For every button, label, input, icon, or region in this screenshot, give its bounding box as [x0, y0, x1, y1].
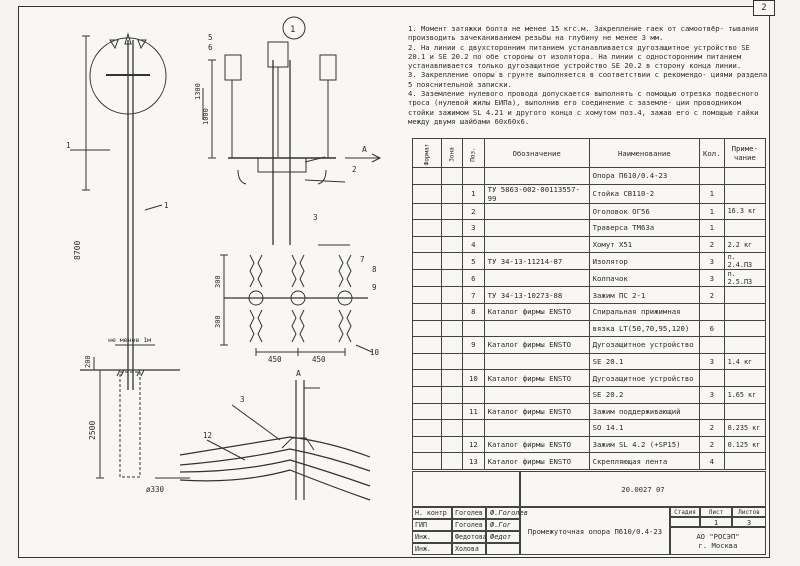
- row-designation: [484, 270, 589, 287]
- row-name: Траверса ТМ63а: [589, 220, 699, 237]
- note-item: 3. Закрепление опоры в грунте выполняется в соответствии с рекомендо- циями раздела 5 пояснительной записки.: [408, 70, 768, 89]
- table-row: [413, 337, 766, 354]
- row-note: 0.125 кг: [724, 436, 765, 453]
- row-note: [724, 287, 765, 304]
- ground-text-label: не менее 1м: [108, 336, 152, 344]
- row-name: Стойка СВ110-2: [589, 184, 699, 203]
- row-qty: 1: [700, 203, 725, 220]
- col-designation: Обозначение: [484, 139, 589, 168]
- section-a-top-label: А: [362, 145, 367, 154]
- position-label-5: 5: [208, 33, 213, 42]
- row-qty: [700, 337, 725, 354]
- row-designation: Каталог фирмы ENSTO: [484, 370, 589, 387]
- table-row: [413, 203, 766, 220]
- position-label-10: 10: [370, 348, 380, 357]
- row-designation: Каталог фирмы ENSTO: [484, 403, 589, 420]
- note-item: 2. На линии с двухсторонним питанием устанавливается дугозащитное устройство SE 20.1 и SE 20.2 по обе стороны от изолятора. На линии с односторонним питанием устанавливается только дугозащитное устройство SE 20.2 в сторону конца линии.: [408, 42, 750, 71]
- table-row: [413, 436, 766, 453]
- row-name: Хомут Х51: [589, 236, 699, 253]
- row-qty: [700, 370, 725, 387]
- position-label-6: 6: [208, 43, 213, 52]
- dim-450-a-label: 450: [268, 355, 282, 364]
- col-qty: Кол.: [700, 139, 725, 168]
- spec-title: Опора П610/0.4-23: [589, 168, 699, 185]
- dim-300-a-label: 300: [214, 275, 222, 288]
- top-height-label: 1300: [194, 83, 202, 100]
- spec-header-row: [413, 139, 766, 168]
- row-pos: 10: [463, 370, 484, 387]
- row-note: [724, 453, 765, 470]
- row-name: Скрепляющая лента: [589, 453, 699, 470]
- row-note: 2.2 кг: [724, 236, 765, 253]
- row-name: Зажим поддерживающий: [589, 403, 699, 420]
- row-note: [724, 220, 765, 237]
- row-name-cont: SO 14.1: [589, 420, 699, 437]
- row-pos: 11: [463, 403, 484, 420]
- row-note: 0.235 кг: [724, 420, 765, 437]
- row-qty: 6: [700, 320, 725, 337]
- row-name: Колпачок: [589, 270, 699, 287]
- table-row: [413, 236, 766, 253]
- table-row-continuation: [413, 386, 766, 403]
- general-notes: [408, 24, 768, 126]
- dim-450-b-label: 450: [312, 355, 326, 364]
- title-block: 20.0027 07 Н. контр Гоголев Ф.Гоголев ГИП Гоголев Ф.Гог Инж. Федотова Федот Инж. Холова Промежуточная опора П610/0.4-23 Стадия Лист Листов 1 3 АО "РОСЭП" г. Москва: [412, 471, 766, 555]
- col-zone: Зона: [441, 139, 462, 168]
- position-label-1b: 1: [164, 201, 169, 210]
- row-pos: 7: [463, 287, 484, 304]
- signature: Федот: [486, 531, 520, 543]
- signature: Ф.Гог: [486, 519, 520, 531]
- table-row: [413, 403, 766, 420]
- note-item: 4. Заземление нулевого провода допускается выполнять с помощью отрезка подвесного троса (нулевой жилы ЕИПа), выполнив его соединение с заземле- ции проводником стойки зажимом SL 4.21 и другого конца с хомутом поз.4, зажав его с помощью гайки между двумя шайбами 60х60х6.: [408, 89, 759, 126]
- table-row: [413, 303, 766, 320]
- position-label-8: 8: [372, 265, 377, 274]
- table-row: [413, 370, 766, 387]
- position-label-2: 2: [352, 165, 357, 174]
- table-row-continuation: [413, 420, 766, 437]
- position-label-1a: 1: [66, 141, 71, 150]
- drawing-title: Промежуточная опора П610/0.4-23: [520, 507, 670, 555]
- depth-label: 2500: [88, 420, 97, 440]
- row-qty: 1: [700, 220, 725, 237]
- row-designation: [484, 203, 589, 220]
- row-name: Оголовок ОГ56: [589, 203, 699, 220]
- row-pos: 4: [463, 236, 484, 253]
- spec-title-row: [413, 168, 766, 185]
- row-pos: 13: [463, 453, 484, 470]
- signature: Ф.Гоголев: [486, 507, 520, 519]
- row-qty: 2: [700, 436, 725, 453]
- row-designation: Каталог фирмы ENSTO: [484, 436, 589, 453]
- row-name: Зажим SL 4.2 (+SP15): [589, 436, 699, 453]
- row-pos: 8: [463, 303, 484, 320]
- row-qty: 2: [700, 420, 725, 437]
- view-callout-number: 1: [290, 25, 296, 35]
- row-name: Дугозащитное устройство: [589, 337, 699, 354]
- table-row: [413, 220, 766, 237]
- row-note: п. 2.5.ПЗ: [724, 270, 765, 287]
- table-row: [413, 287, 766, 304]
- row-name: Спиральная прижимная: [589, 303, 699, 320]
- row-qty: 4: [700, 453, 725, 470]
- row-note: [724, 370, 765, 387]
- row-qty: 2: [700, 236, 725, 253]
- table-row-continuation: [413, 320, 766, 337]
- signature: [486, 543, 520, 555]
- row-pos: 6: [463, 270, 484, 287]
- row-name-cont: SE 20.2: [589, 386, 699, 403]
- note-item: 1. Момент затяжки болта не менее 15 кгс.м. Закрепление гаек от самоотвёр- тывания производить зачеканиванием резьбы на глубину не менее 3 мм.: [408, 24, 759, 43]
- position-label-3: 3: [313, 213, 318, 222]
- specification-table: [412, 138, 766, 470]
- row-note: [724, 303, 765, 320]
- row-designation: Каталог фирмы ENSTO: [484, 303, 589, 320]
- row-pos: 5: [463, 253, 484, 270]
- row-qty: 1: [700, 184, 725, 203]
- row-name-cont: вязка LT(50,70,95,120): [589, 320, 699, 337]
- row-note: [724, 184, 765, 203]
- row-qty: 3: [700, 353, 725, 370]
- row-designation: [484, 220, 589, 237]
- row-designation: Каталог фирмы ENSTO: [484, 337, 589, 354]
- position-label-7: 7: [360, 255, 365, 264]
- row-note: [724, 320, 765, 337]
- col-format: Формат: [413, 139, 442, 168]
- row-name: Зажим ПС 2-1: [589, 287, 699, 304]
- row-designation: ТУ 34-13-11214-87: [484, 253, 589, 270]
- row-qty: 3: [700, 253, 725, 270]
- row-pos: 12: [463, 436, 484, 453]
- table-row: [413, 253, 766, 270]
- row-qty: 3: [700, 270, 725, 287]
- doc-code: 20.0027 07: [520, 471, 766, 507]
- sheet-number: 2: [753, 0, 775, 16]
- row-designation: [484, 236, 589, 253]
- row-qty: 2: [700, 287, 725, 304]
- table-row: [413, 270, 766, 287]
- organization: АО "РОСЭП" г. Москва: [670, 527, 766, 555]
- row-note: 16.3 кг: [724, 203, 765, 220]
- row-name: Дугозащитное устройство: [589, 370, 699, 387]
- row-pos: 1: [463, 184, 484, 203]
- pole-height-label: 8700: [73, 240, 82, 260]
- row-qty: [700, 403, 725, 420]
- position-label-3b: 3: [240, 395, 245, 404]
- row-designation: Каталог фирмы ENSTO: [484, 453, 589, 470]
- row-designation: ТУ 5863-002-00113557-99: [484, 184, 589, 203]
- col-pos: Поз.: [463, 139, 484, 168]
- row-pos: 9: [463, 337, 484, 354]
- row-name: Изолятор: [589, 253, 699, 270]
- table-row-continuation: [413, 353, 766, 370]
- row-note: п. 2.4.ПЗ: [724, 253, 765, 270]
- row-qty: [700, 303, 725, 320]
- col-note: Приме- чание: [724, 139, 765, 168]
- row-pos: 3: [463, 220, 484, 237]
- row-note: [724, 337, 765, 354]
- dim-300-b-label: 300: [214, 315, 222, 328]
- crossarm-height-label: 1000: [202, 108, 210, 125]
- table-row: [413, 184, 766, 203]
- row-name-cont: SE 20.1: [589, 353, 699, 370]
- position-label-9: 9: [372, 283, 377, 292]
- row-designation: ТУ 34-13-10273-88: [484, 287, 589, 304]
- row-qty: 3: [700, 386, 725, 403]
- row-pos: 2: [463, 203, 484, 220]
- row-note: 1.4 кг: [724, 353, 765, 370]
- row-note: [724, 403, 765, 420]
- col-name: Наименование: [589, 139, 699, 168]
- table-row: [413, 453, 766, 470]
- row-note: 1.65 кг: [724, 386, 765, 403]
- section-a-side-label: А: [296, 369, 301, 378]
- ground-offset-label: 200: [84, 355, 92, 368]
- position-label-12: 12: [203, 431, 213, 440]
- diameter-label: ø330: [146, 485, 165, 494]
